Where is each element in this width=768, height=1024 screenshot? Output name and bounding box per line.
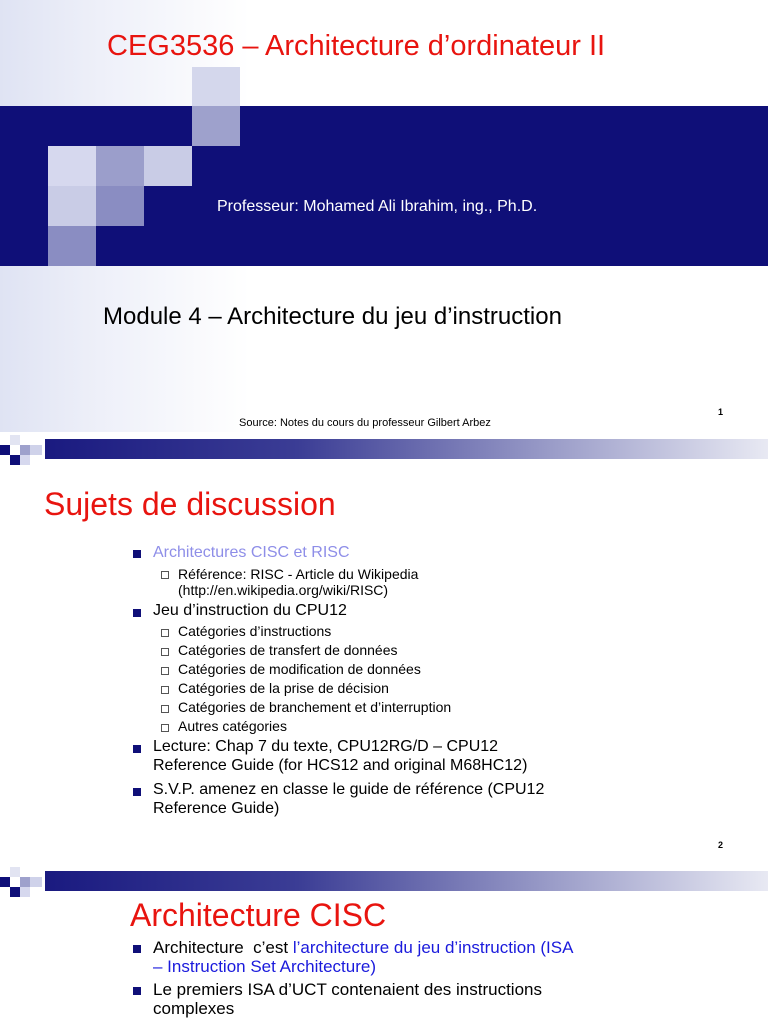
page-number: 2: [717, 840, 723, 850]
sub-bullet-marker: [161, 686, 169, 694]
sub-bullet-marker: [161, 705, 169, 713]
strip-square: [10, 455, 20, 465]
header-strip: [0, 864, 768, 900]
strip-square: [10, 435, 20, 445]
bullet-lecture-line2: Reference Guide (for HCS12 and original M68HC12): [153, 757, 528, 774]
bullet-marker: [133, 945, 141, 953]
bullet-architecture-line1: [153, 938, 573, 958]
strip-square: [20, 887, 30, 897]
bullet-cisc-risc: Architectures CISC et RISC: [153, 544, 350, 561]
slide-title: Architecture CISC: [130, 897, 387, 933]
deco-square: [96, 146, 144, 186]
bullet-svp-line2: Reference Guide): [153, 800, 280, 817]
strip-bar: [45, 439, 768, 459]
sub-bullet-item: Catégories de modification de données: [178, 661, 421, 677]
isa-link-text-line2: – Instruction Set Architecture): [153, 957, 376, 976]
bullet-architecture-prefix: Architecture c’est: [153, 938, 293, 957]
slide-title: CEG3536 – Architecture d’ordinateur II: [107, 30, 606, 62]
strip-square: [0, 877, 10, 887]
bullet-marker: [133, 788, 141, 796]
sub-bullet-item: Catégories d’instructions: [178, 623, 332, 639]
professor-name: Professeur: Mohamed Ali Ibrahim, ing., Ph.D.: [217, 198, 538, 215]
strip-square: [20, 877, 30, 887]
bullet-marker: [133, 550, 141, 558]
bullet-marker: [133, 745, 141, 753]
sub-bullet-marker: [161, 571, 169, 579]
sub-bullet-marker: [161, 648, 169, 656]
sub-bullet-marker: [161, 667, 169, 675]
bullet-cpu12: Jeu d’instruction du CPU12: [153, 602, 347, 619]
slide-2: [0, 432, 768, 864]
strip-square: [30, 445, 42, 455]
deco-square: [96, 186, 144, 226]
strip-square: [10, 887, 20, 897]
strip-square: [20, 455, 30, 465]
sub-bullet-marker: [161, 724, 169, 732]
module-title: Module 4 – Architecture du jeu d’instruction: [103, 303, 562, 330]
sub-bullet-item: Catégories de transfert de données: [178, 642, 398, 658]
sub-bullet-reference: Référence: RISC - Article du Wikipedia: [178, 566, 419, 582]
slide-title: Sujets de discussion: [44, 486, 336, 522]
sub-bullet-marker: [161, 629, 169, 637]
deco-square: [0, 186, 48, 226]
bullet-svp-line1: S.V.P. amenez en classe le guide de référence (CPU12: [153, 781, 545, 798]
isa-link-text: l’architecture du jeu d’instruction (ISA: [292, 938, 574, 957]
strip-square: [0, 445, 10, 455]
bullet-marker: [133, 609, 141, 617]
strip-square: [10, 867, 20, 877]
page-number: 1: [717, 407, 723, 417]
bullet-first-isa-line2: complexes: [153, 999, 235, 1018]
slide-1: [0, 0, 768, 432]
bullet-first-isa-line1: Le premiers ISA d’UCT contenaient des instructions: [153, 980, 542, 999]
deco-square: [144, 146, 192, 186]
bullet-marker: [133, 987, 141, 995]
sub-bullet-item: Catégories de branchement et d’interruption: [178, 699, 452, 715]
bullet-lecture-line1: Lecture: Chap 7 du texte, CPU12RG/D – CPU12: [153, 738, 499, 755]
deco-square: [192, 67, 240, 106]
source-note: Source: Notes du cours du professeur Gilbert Arbez: [239, 417, 491, 429]
sub-bullet-item: Autres catégories: [178, 718, 287, 734]
strip-square: [30, 877, 42, 887]
strip-square: [20, 445, 30, 455]
deco-square: [48, 226, 96, 266]
sub-bullet-reference-url: (http://en.wikipedia.org/wiki/RISC): [178, 582, 389, 598]
slide-3: [0, 864, 768, 1024]
deco-square: [48, 186, 96, 226]
deco-square: [0, 146, 48, 186]
sub-bullet-item: Catégories de la prise de décision: [178, 680, 389, 696]
strip-bar: [45, 871, 768, 891]
deco-square: [192, 106, 240, 146]
header-strip: [0, 432, 768, 468]
deco-square: [48, 146, 96, 186]
